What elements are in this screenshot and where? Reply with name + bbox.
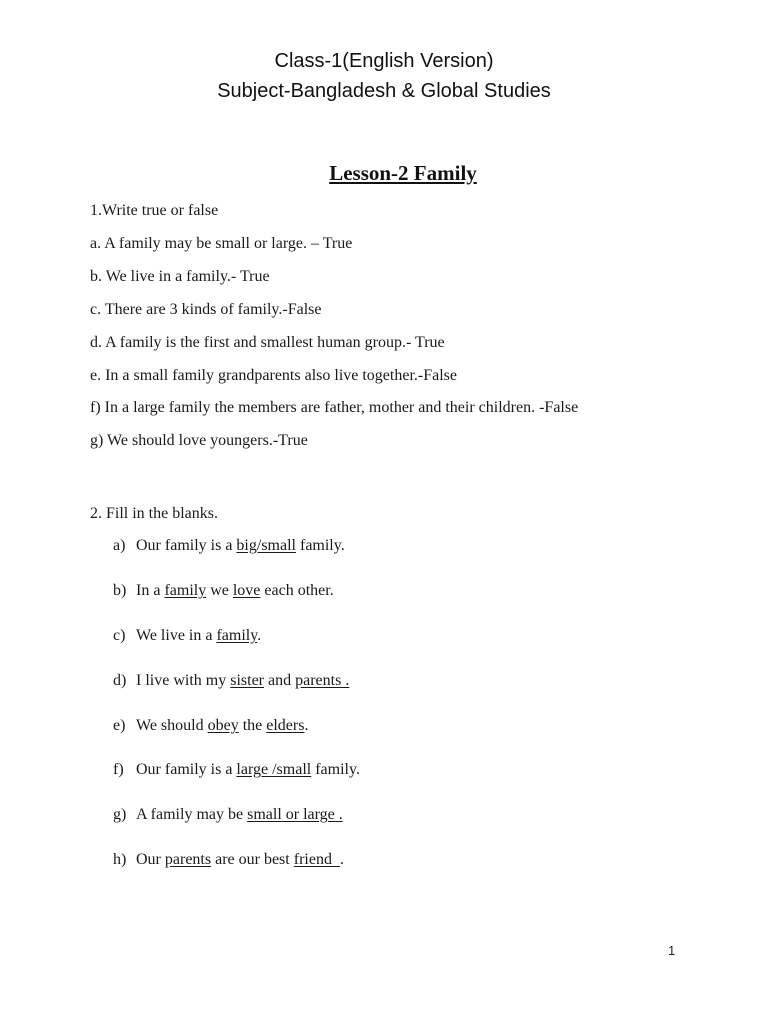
answer-blank: big/small: [236, 537, 296, 554]
true-false-item: f) In a large family the members are father, mother and their children. -False: [90, 399, 579, 416]
item-text: Our family is a: [136, 537, 237, 554]
true-false-item: b. We live in a family.- True: [90, 268, 270, 285]
item-text: In a: [136, 582, 165, 599]
item-text: .: [339, 851, 344, 868]
lesson-title: Lesson-2 Family: [329, 161, 477, 185]
answer-blank: family: [164, 582, 207, 599]
item-marker: d): [113, 672, 127, 689]
item-text: We should: [136, 717, 208, 734]
answer-blank: love: [232, 582, 261, 599]
fill-blank-item: [113, 672, 349, 690]
item-marker: f): [113, 761, 124, 778]
fill-blank-item: [113, 761, 360, 779]
fill-blank-item: [113, 537, 345, 555]
item-marker: a): [113, 537, 126, 554]
answer-blank: small or large .: [247, 806, 343, 823]
item-text: Our: [136, 851, 165, 868]
fill-blank-item: [113, 717, 308, 735]
item-marker: c): [113, 627, 126, 644]
item-text: the: [238, 717, 267, 734]
fill-blank-item: [113, 806, 343, 824]
item-marker: b): [113, 582, 127, 599]
true-false-item: a. A family may be small or large. – True: [90, 235, 353, 252]
document-header: [0, 46, 768, 106]
section-2-heading: 2. Fill in the blanks.: [90, 505, 218, 522]
item-text: .: [257, 627, 262, 644]
class-line: Class-1(English Version): [274, 50, 494, 72]
item-text: family.: [311, 761, 360, 778]
answer-blank: parents: [164, 851, 212, 868]
item-marker: e): [113, 717, 126, 734]
fill-blank-item: [113, 582, 334, 600]
page-number: 1: [668, 943, 676, 958]
item-text: are our best: [211, 851, 294, 868]
true-false-item: e. In a small family grandparents also live together.-False: [90, 367, 457, 384]
answer-blank: elders: [266, 717, 305, 734]
item-text: we: [206, 582, 233, 599]
answer-blank: parents .: [295, 672, 350, 689]
fill-blank-item: [113, 851, 344, 869]
answer-blank: obey: [207, 717, 239, 734]
section-1-heading: 1.Write true or false: [90, 202, 219, 219]
item-text: Our family is a: [136, 761, 237, 778]
item-text: I live with my: [136, 672, 231, 689]
subject-line: Subject-Bangladesh & Global Studies: [217, 80, 551, 102]
answer-blank: friend: [293, 851, 340, 868]
item-text: and: [264, 672, 296, 689]
true-false-item: c. There are 3 kinds of family.-False: [90, 301, 322, 318]
true-false-item: g) We should love youngers.-True: [90, 432, 308, 449]
item-text: We live in a: [136, 627, 217, 644]
item-text: A family may be: [136, 806, 248, 823]
item-marker: h): [113, 851, 127, 868]
item-text: family.: [295, 537, 345, 554]
answer-blank: large /small: [236, 761, 312, 778]
item-text: each other.: [260, 582, 334, 599]
fill-blank-item: [113, 627, 261, 645]
true-false-item: d. A family is the first and smallest human group.- True: [90, 334, 445, 351]
answer-blank: family: [216, 627, 258, 644]
answer-blank: sister: [230, 672, 264, 689]
item-marker: g): [113, 806, 127, 823]
item-text: .: [304, 717, 309, 734]
